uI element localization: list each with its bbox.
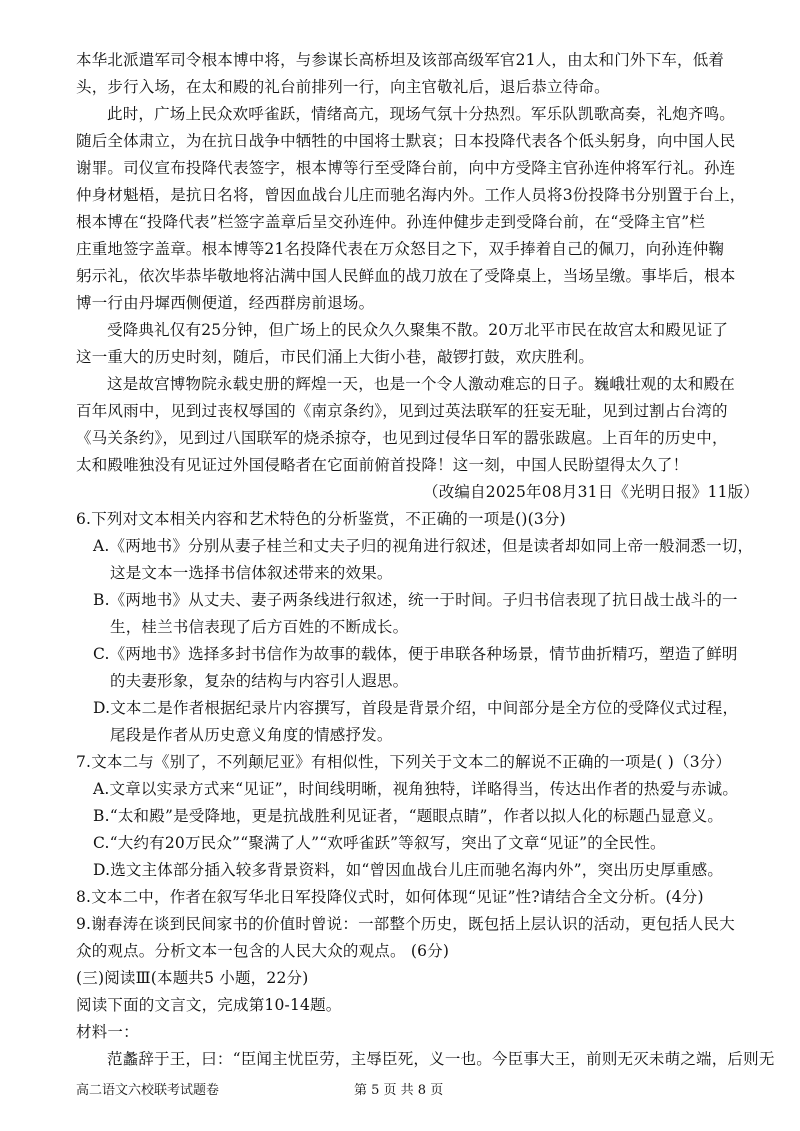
text-line: 生，桂兰书信表现了后方百姓的不断成长。 [110,618,409,636]
question-7: 7.文本二与《别了，不列颠尼亚》有相似性，下列关于文本二的解说不正确的一项是( )（3分） [76,753,732,771]
text-line: 的夫妻形象，复杂的结构与内容引人遐思。 [110,672,409,690]
text-line: 《马关条约》，见到过八国联军的烧杀掠夺，也见到过侵华日军的嚣张跋扈。上百年的历史中， [76,429,728,447]
option-a: A.《两地书》分别从妻子桂兰和丈夫子归的视角进行叙述，但是读者却如同上帝一般洞悉一切， [93,537,754,555]
text-line: 众的观点。分析文本一包含的人民大众的观点。 (6分) [76,942,450,960]
question-9: 9.谢春涛在谈到民间家书的价值时曾说：一部整个历史，既包括上层认识的活动，更包括人民大 [76,915,735,933]
text-line: 此时，广场上民众欢呼雀跃，情绪高亢，现场气氛十分热烈。军乐队凯歌高奏，礼炮齐鸣。 [107,105,736,123]
text-line: 这是故宫博物院永载史册的辉煌一天，也是一个令人激动难忘的日子。巍峨壮观的太和殿在 [107,375,736,393]
text-line: 庄重地签字盖章。根本博等21名投降代表在万众怒目之下，双手捧着自己的佩刀，向孙连仲鞠 [76,240,725,258]
text-line: 根本博在“投降代表”栏签字盖章后呈交孙连仲。孙连仲健步走到受降台前，在“受降主官”栏 [76,213,706,231]
question-6: 6.下列对文本相关内容和艺术特色的分析鉴赏，不正确的一项是()(3分) [76,510,566,528]
text-line: 百年风雨中，见到过丧权辱国的《南京条约》，见到过英法联军的狂妄无耻，见到过割占台湾的 [76,402,728,420]
text-line: 头，步行入场，在太和殿的礼台前排列一行，向主官敬礼后，退后恭立待命。 [76,78,610,96]
text-line: 博一行由丹墀西侧便道，经西群房前退场。 [76,294,375,312]
text-line: 这一重大的历史时刻，随后，市民们涌上大街小巷，敲锣打鼓，欢庆胜利。 [76,348,595,366]
option-a: A.文章以实录方式来“见证”，时间线明晰，视角独特，详略得当，传达出作者的热爱与赤诚。 [93,780,739,798]
instruction: 阅读下面的文言文，完成第10-14题。 [76,996,342,1014]
option-c: C.“大约有20万民众”“聚满了人”“欢呼雀跃”等叙写，突出了文章“见证”的全民性。 [93,834,666,852]
option-d: D.文本二是作者根据纪录片内容撰写，首段是背景介绍，中间部分是全方位的受降仪式过程， [93,699,739,717]
text-line: 躬示礼，依次毕恭毕敬地将沾满中国人民鲜血的战刀放在了受降桌上，当场呈缴。事毕后，根本 [76,267,736,285]
text-line: 本华北派遣军司令根本博中将，与参谋长高桥坦及该部高级军官21人，由太和门外下车，低着 [76,51,725,69]
text-line: 随后全体肃立，为在抗日战争中牺牲的中国将士默哀；日本投降代表各个低头躬身，向中国人民 [76,132,736,150]
question-8: 8.文本二中，作者在叙写华北日军投降仪式时，如何体现“见证”性?请结合全文分析。(4分) [76,888,704,906]
text-line: 仲身材魁梧，是抗日名将，曾因血战台儿庄而驰名海内外。工作人员将3份投降书分别置于台上， [76,186,746,204]
text-line: 受降典礼仅有25分钟，但广场上的民众久久聚集不散。20万北平市民在故宫太和殿见证了 [107,321,729,339]
text-line: 太和殿唯独没有见证过外国侵略者在它面前俯首投降！这一刻，中国人民盼望得太久了！ [76,456,689,474]
material-label: 材料一： [76,1023,139,1041]
text-line: 尾段是作者从历史意义角度的情感抒发。 [110,726,393,744]
text-line: 这是文本一选择书信体叙述带来的效果。 [110,564,393,582]
source-citation: （改编自2025年08月31日《光明日报》11版） [423,483,760,501]
option-b: B.《两地书》从丈夫、妻子两条线进行叙述，统一于时间。子归书信表现了抗日战士战斗的一 [93,591,738,609]
option-c: C.《两地书》选择多封书信作为故事的载体，便于串联各种场景，情节曲折精巧，塑造了鲜明 [93,645,738,663]
option-d: D.选文主体部分插入较多背景资料，如“曾因血战台儿庄而驰名海内外”，突出历史厚重感。 [93,861,724,879]
footer-exam-title: 高二语文六校联考试题卷 [76,1083,220,1098]
section-heading: (三)阅读Ⅲ(本题共5 小题，22分) [76,969,309,987]
footer-page-number: 第 5 页 共 8 页 [354,1083,444,1098]
option-b: B.“太和殿”是受降地，更是抗战胜利见证者，“题眼点睛”，作者以拟人化的标题凸显意义。 [93,807,724,825]
text-line: 范蠡辞于王，曰：“臣闻主忧臣劳，主辱臣死，义一也。今臣事大王，前则无灭未萌之端，后则无 [107,1050,775,1068]
text-line: 谢罪。司仪宣布投降代表签字，根本博等行至受降台前，向中方受降主官孙连仲将军行礼。孙连 [76,159,736,177]
